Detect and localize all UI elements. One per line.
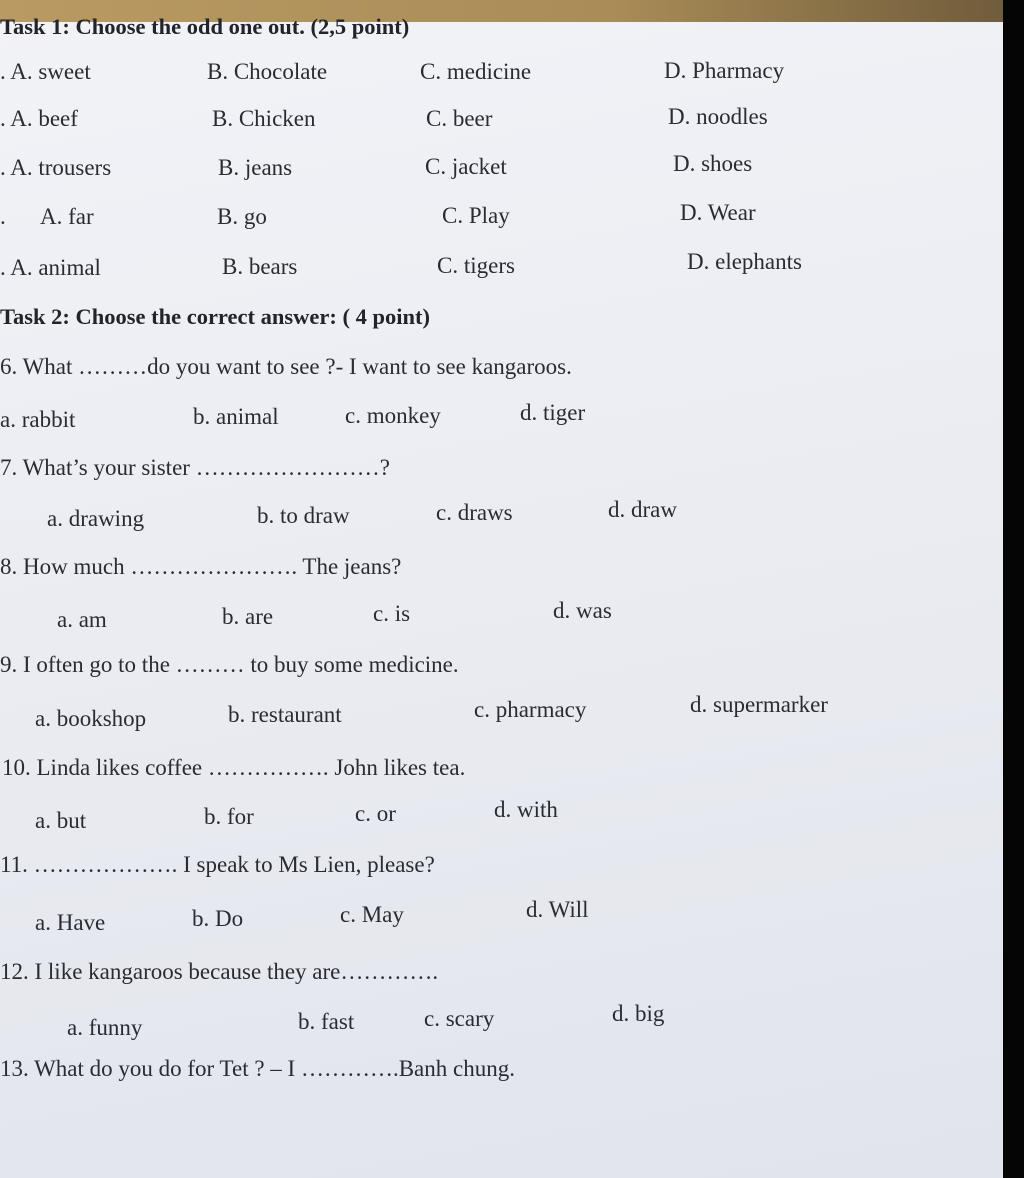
- task1-row3-c: C. jacket: [425, 154, 507, 179]
- question-12: 12. I like kangaroos because they are………….: [0, 959, 439, 984]
- q8-option-b: b. are: [222, 604, 274, 629]
- q10-option-d: d. with: [494, 797, 558, 822]
- question-8: 8. How much …………………. The jeans?: [0, 554, 402, 579]
- q12-option-c: c. scary: [424, 1006, 495, 1031]
- q9-option-d: d. supermarker: [690, 692, 828, 717]
- task1-row5-c: C. tigers: [437, 253, 515, 278]
- q11-option-a: a. Have: [35, 910, 106, 935]
- task1-row2-a: . A. beef: [0, 106, 78, 131]
- task1-heading: Task 1: Choose the odd one out. (2,5 point): [0, 14, 410, 39]
- task2-heading: Task 2: Choose the correct answer: ( 4 point): [0, 304, 430, 329]
- q8-option-a: a. am: [57, 607, 107, 632]
- task1-row2-c: C. beer: [426, 106, 493, 131]
- question-9: 9. I often go to the ……… to buy some medicine.: [0, 652, 459, 677]
- question-11: 11. ………………. I speak to Ms Lien, please?: [0, 852, 435, 877]
- q7-option-d: d. draw: [608, 497, 677, 522]
- page-edge-shadow: [1003, 0, 1024, 1178]
- task1-row1-c: C. medicine: [420, 59, 532, 84]
- q6-option-c: c. monkey: [345, 403, 441, 428]
- task1-row3-b: B. jeans: [218, 155, 293, 180]
- q10-option-b: b. for: [204, 804, 254, 829]
- q11-option-b: b. Do: [192, 906, 244, 931]
- task1-row2-b: B. Chicken: [212, 106, 316, 131]
- question-7: 7. What’s your sister ……………………?: [0, 455, 390, 480]
- question-10: 10. Linda likes coffee ……………. John likes tea.: [2, 755, 466, 780]
- task1-row2-d: D. noodles: [668, 104, 768, 129]
- task1-row1-d: D. Pharmacy: [664, 58, 785, 83]
- q7-option-b: b. to draw: [257, 503, 350, 528]
- task1-row1-b: B. Chocolate: [207, 59, 328, 84]
- task1-row4-d: D. Wear: [680, 200, 756, 225]
- q6-option-d: d. tiger: [520, 400, 586, 425]
- task1-row4-b: B. go: [217, 204, 267, 229]
- task1-row5-a: . A. animal: [0, 255, 101, 280]
- q6-option-b: b. animal: [193, 404, 279, 429]
- q9-option-a: a. bookshop: [35, 706, 147, 731]
- q7-option-a: a. drawing: [47, 506, 145, 531]
- question-13: 13. What do you do for Tet ? – I ………….Banh chung.: [0, 1056, 515, 1081]
- question-6: 6. What ………do you want to see ?- I want to see kangaroos.: [0, 354, 572, 379]
- task1-row1-a: . A. sweet: [0, 59, 91, 84]
- q7-option-c: c. draws: [436, 500, 513, 525]
- task1-row4-num: .: [0, 204, 6, 229]
- task1-row5-d: D. elephants: [687, 249, 802, 274]
- task1-row4-a: A. far: [40, 204, 94, 229]
- task1-row3-d: D. shoes: [673, 151, 753, 176]
- q10-option-c: c. or: [355, 801, 396, 826]
- task1-row3-a: . A. trousers: [0, 155, 112, 180]
- q10-option-a: a. but: [35, 808, 87, 833]
- q12-option-b: b. fast: [298, 1009, 355, 1034]
- q11-option-d: d. Will: [526, 897, 589, 922]
- q8-option-d: d. was: [553, 598, 612, 623]
- task1-row5-b: B. bears: [222, 254, 298, 279]
- task1-row4-c: C. Play: [442, 203, 510, 228]
- q12-option-a: a. funny: [67, 1015, 143, 1040]
- q9-option-b: b. restaurant: [228, 702, 342, 727]
- q12-option-d: d. big: [612, 1001, 665, 1026]
- q9-option-c: c. pharmacy: [474, 697, 587, 722]
- q6-option-a: a. rabbit: [0, 407, 76, 432]
- q8-option-c: c. is: [373, 601, 411, 626]
- q11-option-c: c. May: [340, 902, 404, 927]
